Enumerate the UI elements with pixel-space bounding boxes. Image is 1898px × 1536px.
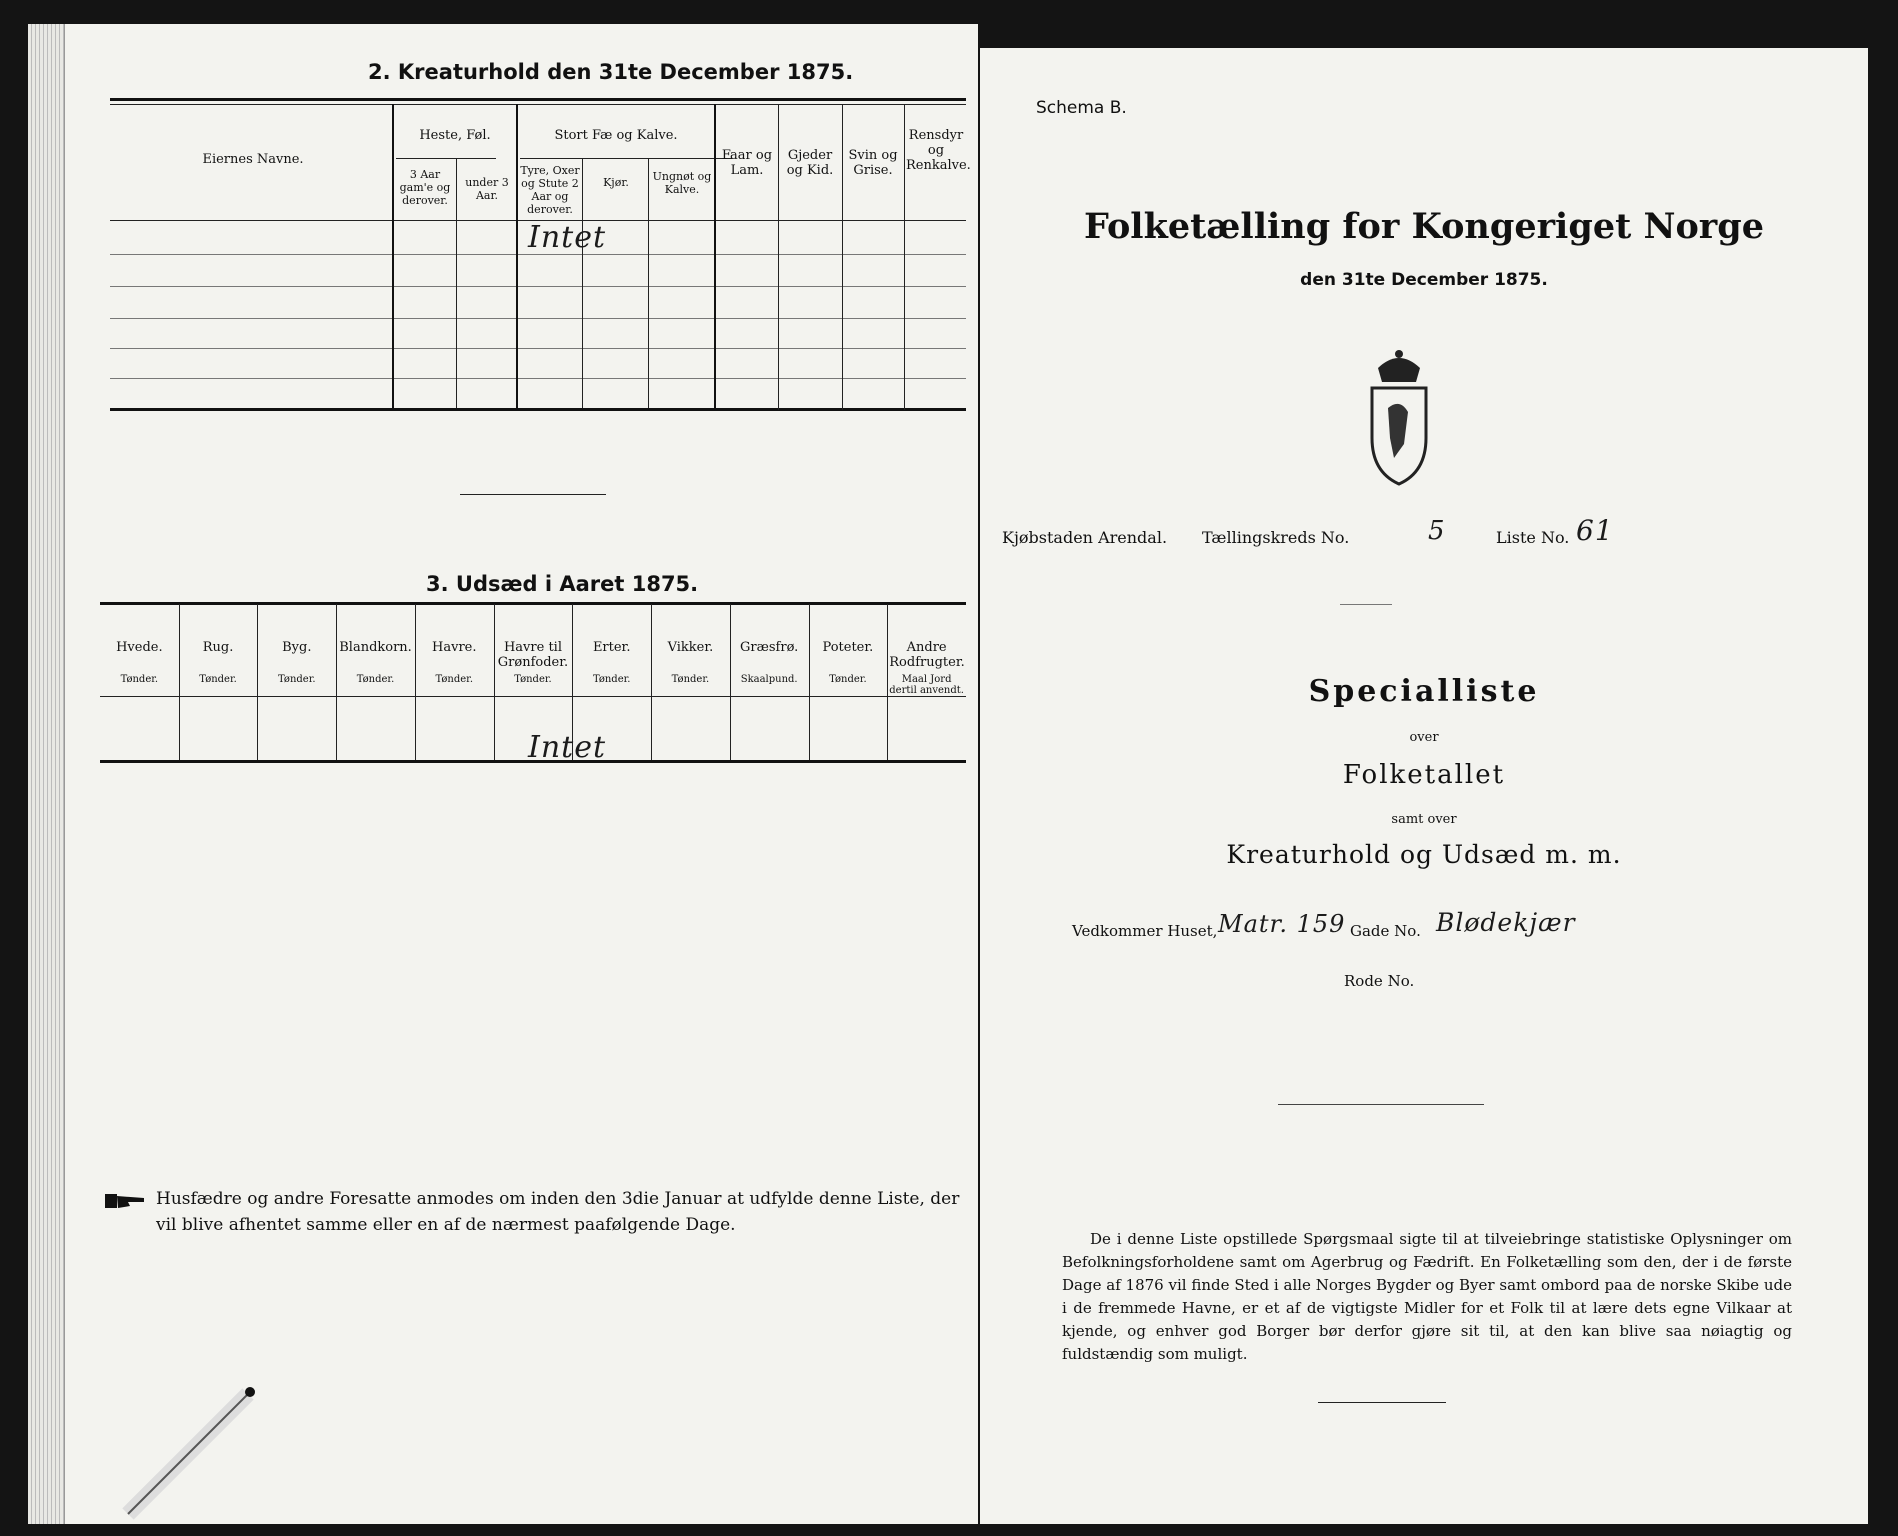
folketallet-heading: Folketallet — [1342, 760, 1506, 790]
section3-title: 3. Udsæd i Aaret 1875. — [426, 572, 699, 596]
pointing-hand-icon — [104, 1190, 148, 1212]
cattle-sub-2: Kjør. — [603, 176, 629, 189]
udsaed-col-name: Vikker. — [667, 640, 714, 655]
udsaed-col-unit: Maal Jord dertil anvendt. — [889, 674, 964, 696]
udsaed-col-name: Hvede. — [116, 640, 163, 655]
udsaed-col-name: Havre. — [432, 640, 477, 655]
udsaed-col-name: Blandkorn. — [339, 640, 412, 655]
goats-header: Gjeder og Kid. — [786, 148, 834, 178]
col-line — [904, 104, 905, 410]
row-line — [110, 348, 966, 349]
cattle-sub-1: Tyre, Oxer og Stute 2 Aar og derover. — [520, 164, 580, 216]
udsaed-col-name: Græsfrø. — [740, 640, 799, 655]
udsaed-col-name: Rug. — [202, 640, 234, 655]
header-line — [520, 158, 732, 159]
col-line — [516, 104, 518, 410]
col-line — [730, 604, 731, 760]
divider — [460, 494, 606, 495]
udsaed-col-name: Poteter. — [822, 640, 874, 655]
liste-label: Liste No. — [1496, 528, 1570, 547]
horses-sub-1: 3 Aar gam'e og derover. — [399, 168, 451, 207]
udsaed-col-name: Havre til Grønfoder. — [497, 640, 569, 670]
intro-paragraph: De i denne Liste opstillede Spørgsmaal sigte til at tilveiebringe statistiske Oplysninger om Befolkningsforholdene samt om Agerbrug og Fædrift. En Folketælling som den, der i de første Dage af 1876 vil finde Sted i alle Norges Bygder og Byer samt ombord paa de norske Skibe ude i de fremmede Havne, er et af de vigtigste Midler for et Folk til at lære dets egne Vilkaar at kjende, og enhver god Borger bør derfor gjøre sit til, at den kan blive saa nøiagtig og fuldstændig som muligt. — [1062, 1230, 1792, 1363]
col-line — [842, 104, 843, 410]
rode-label: Rode No. — [1344, 972, 1415, 990]
udsaed-col-unit: Tønder. — [671, 674, 710, 685]
col-line — [714, 104, 716, 410]
schema-label: Schema B. — [1036, 98, 1127, 118]
kjobstad-label: Kjøbstaden Arendal. — [1002, 528, 1168, 547]
col-line — [179, 604, 180, 760]
cattle-header: Stort Fæ og Kalve. — [554, 128, 678, 143]
taellingskreds-value: 5 — [1428, 516, 1446, 546]
samt-over-text: samt over — [1391, 812, 1457, 827]
vedkommer-label: Vedkommer Huset, — [1072, 922, 1218, 940]
owner-header: Eiernes Navne. — [202, 152, 304, 167]
horses-header: Heste, Føl. — [419, 128, 491, 143]
taellingskreds-label: Tællingskreds No. — [1202, 528, 1350, 547]
sheep-header: Faar og Lam. — [721, 148, 773, 178]
specialliste-heading: Specialliste — [1308, 674, 1540, 709]
horses-sub-2: under 3 Aar. — [465, 176, 509, 202]
udsaed-col-unit: Tønder. — [356, 674, 395, 685]
udsaed-col-unit: Tønder. — [120, 674, 159, 685]
udsaed-col-unit: Tønder. — [829, 674, 867, 685]
col-line — [778, 104, 779, 410]
udsaed-col-unit: Tønder. — [435, 674, 474, 685]
vedkommer-value: Matr. 159 — [1218, 910, 1346, 938]
notice-text: Husfædre og andre Foresatte anmodes om inden den 3die Januar at udfylde denne Liste, der vil blive afhentet samme eller en af de nærmest paafølgende Dage. — [156, 1189, 960, 1235]
handwritten-intet: Intet — [528, 220, 607, 255]
col-line — [887, 604, 888, 760]
col-line — [336, 604, 337, 760]
table-rule — [100, 696, 966, 697]
row-line — [110, 378, 966, 379]
pigs-header: Svin og Grise. — [848, 148, 898, 178]
udsaed-col-unit: Skaalpund. — [740, 674, 798, 685]
udsaed-col-name: Andre Rodfrugter. — [889, 640, 965, 670]
divider — [1278, 1104, 1484, 1105]
udsaed-col-unit: Tønder. — [592, 674, 631, 685]
col-line — [809, 604, 810, 760]
table-rule — [110, 98, 966, 101]
udsaed-col-name: Byg. — [282, 640, 312, 655]
table-rule — [110, 408, 966, 411]
udsaed-col-unit: Tønder. — [199, 674, 237, 685]
udsaed-col-unit: Tønder. — [514, 674, 552, 685]
cattle-sub-3: Ungnøt og Kalve. — [652, 170, 712, 196]
col-line — [415, 604, 416, 760]
col-line — [456, 158, 457, 408]
col-line — [494, 604, 495, 760]
gade-label: Gade No. — [1350, 922, 1421, 940]
col-line — [651, 604, 652, 760]
liste-value: 61 — [1576, 514, 1614, 547]
col-line — [257, 604, 258, 760]
section2-title: 2. Kreaturhold den 31te December 1875. — [368, 60, 854, 84]
main-date: den 31te December 1875. — [1300, 270, 1548, 290]
udsaed-col-name: Erter. — [592, 640, 631, 655]
table-rule — [100, 602, 966, 605]
gade-value: Blødekjær — [1436, 908, 1576, 937]
reindeer-header: Rensdyr og Renkalve. — [906, 128, 971, 173]
udsaed-col-unit: Tønder. — [278, 674, 316, 685]
header-line — [396, 158, 496, 159]
divider — [1340, 604, 1392, 605]
page-edges — [28, 24, 65, 1524]
row-line — [110, 318, 966, 319]
main-title: Folketælling for Kongeriget Norge — [1084, 206, 1764, 247]
over-text: over — [1409, 730, 1439, 745]
pen-image — [88, 1384, 268, 1524]
kreaturhold-heading: Kreaturhold og Udsæd m. m. — [1226, 840, 1622, 869]
coat-of-arms-icon — [1364, 348, 1434, 488]
col-line — [582, 158, 583, 408]
right-page — [980, 48, 1868, 1524]
col-line — [392, 104, 394, 410]
col-line — [648, 158, 649, 408]
handwritten-intet-2: Intet — [528, 730, 607, 765]
table-rule — [110, 104, 966, 105]
divider — [1318, 1402, 1446, 1403]
row-line — [110, 286, 966, 287]
left-page — [28, 24, 978, 1524]
